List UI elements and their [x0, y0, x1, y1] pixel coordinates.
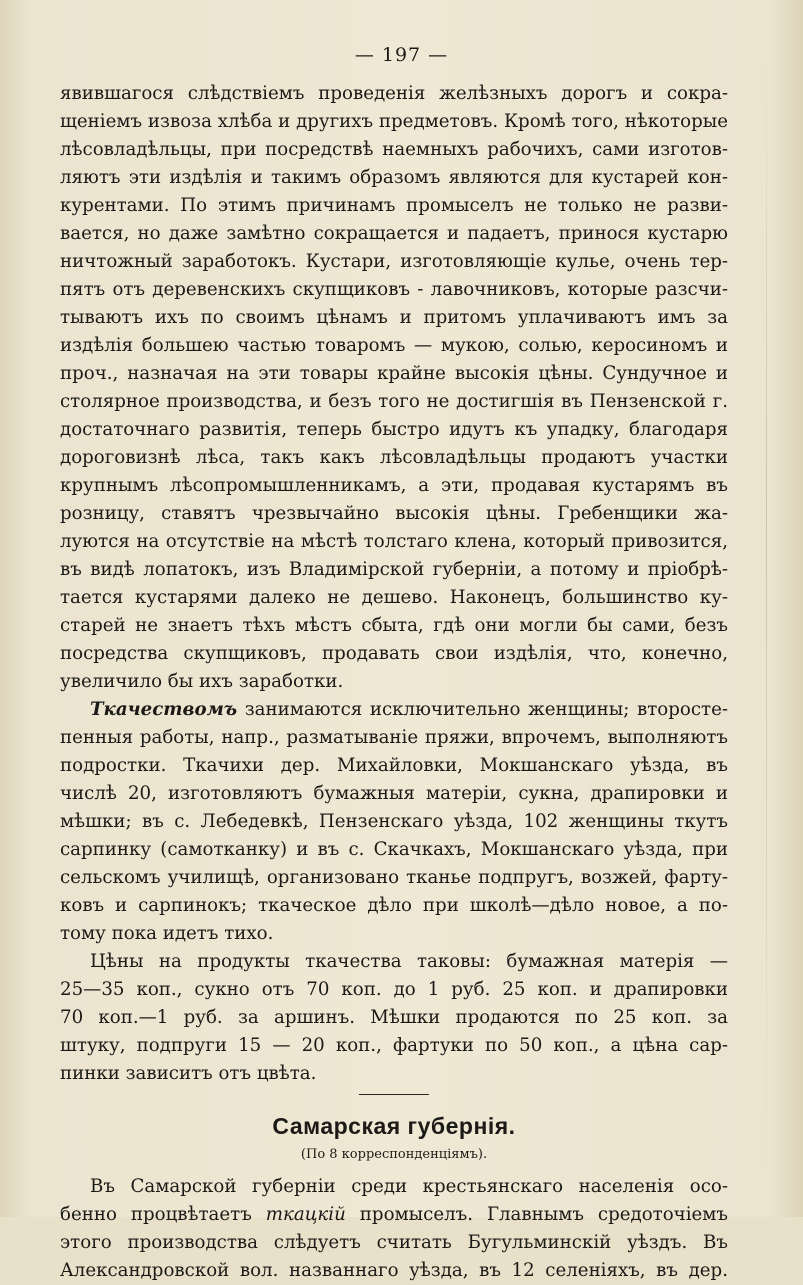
paragraph-3 — [60, 948, 728, 1088]
text-line: сельскомъ училищѣ, организовано тканье подпругъ, возжей, фарту- — [60, 867, 728, 888]
text-line: пятъ отъ деревенскихъ скупщиковъ - лавочниковъ, которые разсчи- — [60, 279, 728, 300]
text-line: числѣ 20, изготовляютъ бумажныя матеріи, сукна, драпировки и — [60, 783, 728, 804]
text-line: издѣлія большею частью товаромъ — мукою, солью, керосиномъ и — [60, 335, 728, 356]
text-line: въ видѣ лопатокъ, изъ Владимірской губерніи, а потому и пріобрѣ- — [60, 559, 728, 580]
text-line — [60, 1201, 728, 1229]
text-line: старей не знаетъ тѣхъ мѣстъ сбыта, гдѣ они могли бы сами, безъ — [60, 615, 728, 636]
text-line: розницу, ставятъ чрезвычайно высокія цѣны. Гребенщики жа- — [60, 503, 728, 524]
text-line: щеніемъ извоза хлѣба и другихъ предметовъ. Кромѣ того, нѣкоторые — [60, 111, 728, 132]
text-line: 70 коп.—1 руб. за аршинъ. Мѣшки продаются по 25 коп. за — [60, 1007, 728, 1028]
text-line: лѣсовладѣльцы, при посредствѣ наемныхъ рабочихъ, сами изготов- — [60, 139, 728, 160]
section-title: Самарская губернія. — [272, 1113, 516, 1139]
text-line: увеличило бы ихъ заработки. — [60, 671, 344, 692]
section-divider — [359, 1094, 429, 1095]
text-line: тается кустарями далеко не дешево. Наконецъ, большинство ку- — [60, 587, 728, 608]
text-line: достаточнаго развитія, теперь быстро идутъ къ упадку, благодаря — [60, 419, 728, 440]
text-line: дороговизнѣ лѣса, такъ какъ лѣсовладѣльцы продаютъ участки — [60, 447, 728, 468]
text-line: пенныя работы, напр., разматываніе пряжи, впрочемъ, выполняютъ — [60, 727, 728, 748]
text-line: ничтожный заработокъ. Кустари, изготовляющіе кулье, очень тер- — [60, 251, 728, 272]
text-line: Александровской вол. названнаго уѣзда, въ 12 селеніяхъ, въ дер. — [60, 1260, 728, 1281]
text-line: курентами. По этимъ причинамъ промыселъ не только не разви- — [60, 195, 728, 216]
text-line: проч., назначая на эти товары крайне высокія цѣны. Сундучное и — [60, 363, 728, 384]
emphasis-term: Ткачествомъ — [90, 699, 238, 720]
emphasis-term: ткацкій — [265, 1204, 346, 1225]
text-line: пинки зависитъ отъ цвѣта. — [60, 1063, 317, 1084]
text-line: луются на отсутствіе на мѣстѣ толстаго клена, который привозится, — [60, 531, 728, 552]
text-line: штуку, подпруги 15 — 20 коп., фартуки по 50 коп., а цѣна сар- — [60, 1035, 728, 1056]
text-line: Цѣны на продукты ткачества таковы: бумажная матерія — — [90, 951, 728, 972]
text-run: бенно процвѣтаетъ — [60, 1204, 266, 1225]
page-fold-shadow — [766, 60, 767, 1180]
text-line: мѣшки; въ с. Лебедевкѣ, Пензенскаго уѣзда, 102 женщины ткутъ — [60, 811, 728, 832]
paragraph-1 — [60, 80, 728, 696]
text-line: ковъ и сарпинокъ; ткаческое дѣло при школѣ—дѣло новое, а по- — [60, 895, 728, 916]
text-line: тому пока идетъ тихо. — [60, 923, 274, 944]
section-subtitle: (По 8 корреспонденціямъ). — [300, 1147, 488, 1162]
text-line: 25—35 коп., сукно отъ 70 коп. до 1 руб. 25 коп. и драпировки — [60, 979, 728, 1000]
text-run: промыселъ. Главнымъ средоточіемъ — [345, 1204, 728, 1225]
paragraph-4 — [60, 1173, 728, 1285]
text-line: явившагося слѣдствіемъ проведенія желѣзныхъ дорогъ и сокра- — [60, 83, 728, 104]
paragraph-2 — [60, 696, 728, 948]
text-line: вается, но даже замѣтно сокращается и падаетъ, принося кустарю — [60, 223, 728, 244]
text-line: тываютъ ихъ по своимъ цѣнамъ и притомъ уплачиваютъ имъ за — [60, 307, 728, 328]
text-line: этого производства слѣдуетъ считать Бугульминскій уѣздъ. Въ — [60, 1232, 728, 1253]
text-line: подростки. Ткачихи дер. Михайловки, Мокшанскаго уѣзда, въ — [60, 755, 728, 776]
text-line: Въ Самарской губерніи среди крестьянскаго населенія осо- — [90, 1176, 728, 1197]
text-line: крупнымъ лѣсопромышленникамъ, а эти, продавая кустарямъ въ — [60, 475, 728, 496]
text-line: сарпинку (самотканку) и въ с. Скачкахъ, Мокшанскаго уѣзда, при — [60, 839, 728, 860]
text-line: посредства скупщиковъ, продавать свои издѣлія, что, конечно, — [60, 643, 728, 664]
text-run: занимаются исключительно женщины; второсте- — [237, 699, 728, 720]
text-line: ляютъ эти издѣлія и такимъ образомъ являются для кустарей кон- — [60, 167, 728, 188]
text-line — [60, 696, 728, 724]
page-body — [60, 80, 728, 1285]
page-number: — 197 — — [354, 44, 449, 66]
text-line: столярное производства, и безъ того не достигшія въ Пензенской г. — [60, 391, 728, 412]
